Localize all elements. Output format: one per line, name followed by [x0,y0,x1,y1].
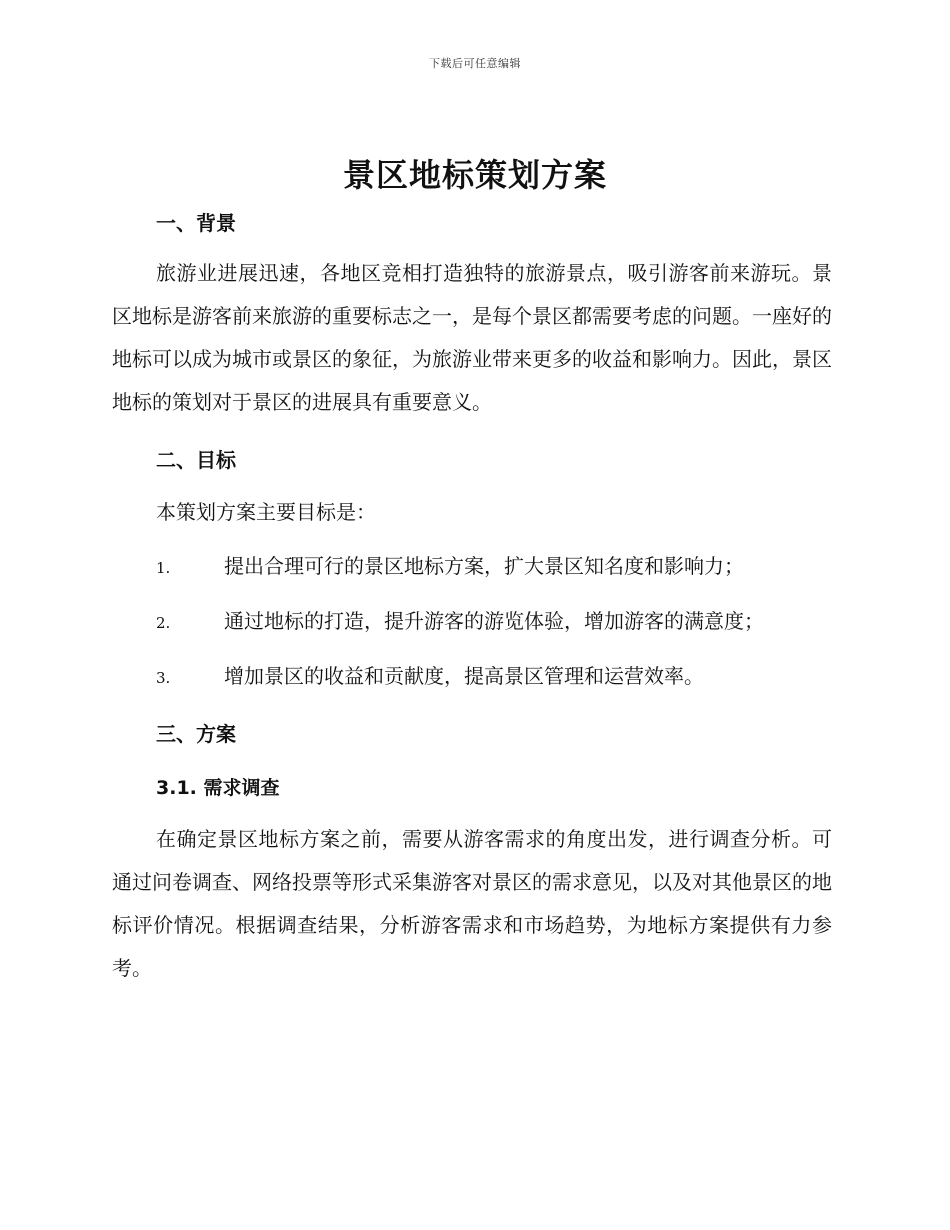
goal-item-text: 增加景区的收益和贡献度，提高景区管理和运营效率。 [224,664,704,688]
section-heading-plan: 三、方案 [156,722,236,746]
goal-item-number: 3. [156,669,171,687]
goal-item-text: 提出合理可行的景区地标方案，扩大景区知名度和影响力； [224,554,744,578]
section-heading-goals: 二、目标 [156,448,236,472]
goal-item-number: 1. [156,559,171,577]
header-note: 下载后可任意编辑 [429,57,521,70]
goals-intro: 本策划方案主要目标是： [156,500,376,524]
section-heading-background: 一、背景 [156,211,236,235]
goal-item-number: 2. [156,614,171,632]
subsection-heading-survey: 3.1. 需求调查 [156,777,280,799]
document-title: 景区地标策划方案 [342,156,607,194]
goal-item-text: 通过地标的打造，提升游客的游览体验，增加游客的满意度； [224,609,764,633]
survey-paragraph: 在确定景区地标方案之前，需要从游客需求的角度出发，进行调查分析。可通过问卷调查、网络投票等形式采集游客对景区的需求意见，以及对其他景区的地标评价情况。根据调查结果，分析游客需求和市场趋势，为地标方案提供有力参考。 [112,827,832,980]
background-paragraph: 旅游业进展迅速，各地区竞相打造独特的旅游景点，吸引游客前来游玩。景区地标是游客前来旅游的重要标志之一，是每个景区都需要考虑的问题。一座好的地标可以成为城市或景区的象征，为旅游业带来更多的收益和影响力。因此，景区地标的策划对于景区的进展具有重要意义。 [112,261,832,414]
